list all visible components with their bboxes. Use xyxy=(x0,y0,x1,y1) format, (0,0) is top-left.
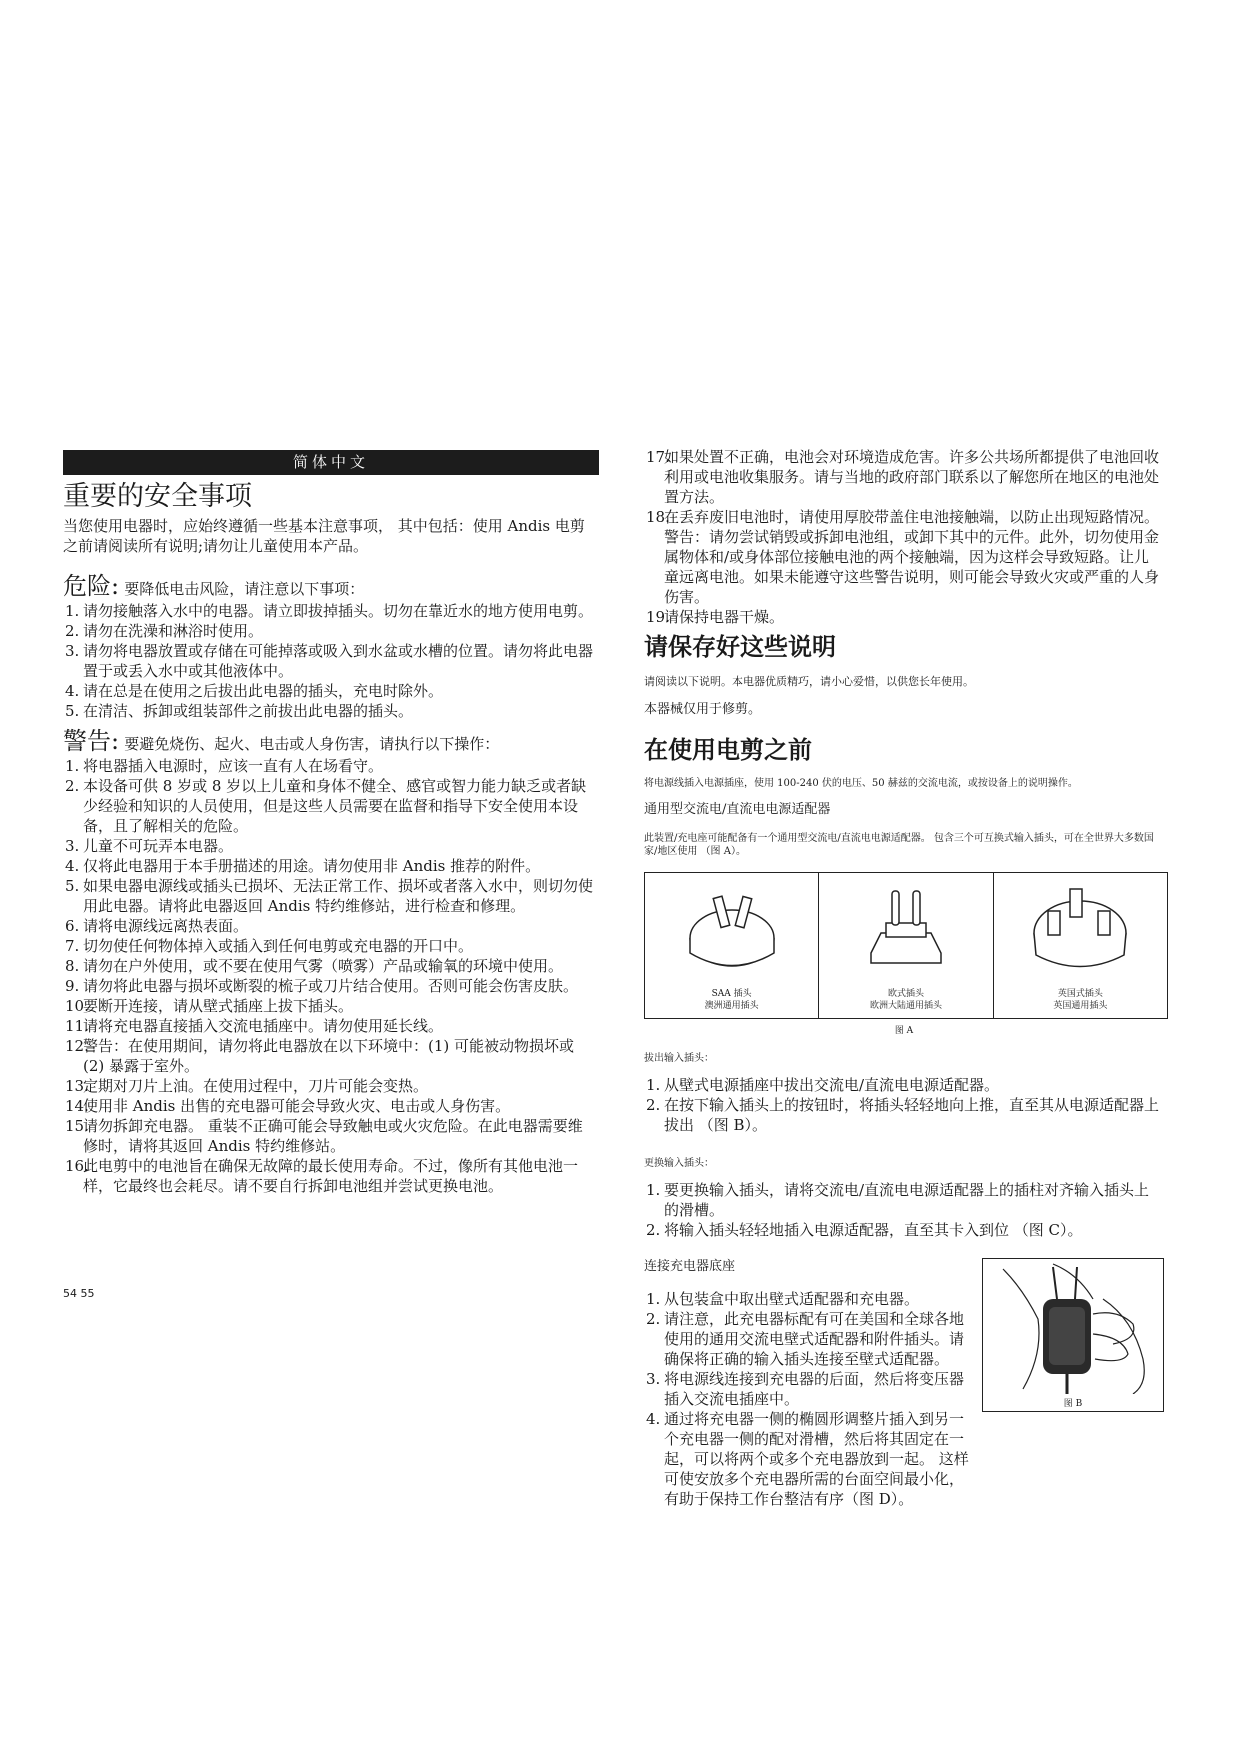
item-text: 请勿将此电器与损坏或断裂的梳子或刀片结合使用。否则可能会伤害皮肤。 xyxy=(83,977,579,995)
item-text: 请将电源线远离热表面。 xyxy=(83,917,249,935)
item-number: 10. xyxy=(65,997,89,1015)
right-column xyxy=(644,447,1164,1508)
list-item xyxy=(63,1096,593,1116)
item-text: 本设备可供 8 岁或 8 岁以上儿童和身体不健全、感官或智力能力缺乏或者缺少经验和知识的人员使用，但是这些人员需要在监督和指导下安全使用本设备，且了解相关的危险。 xyxy=(83,777,587,835)
item-number: 15. xyxy=(65,1117,89,1135)
adapter-text: 此装置/充电座可能配备有一个通用型交流电/直流电电源适配器。 包含三个可互换式输入插头，可在全世界大多数国家/地区使用 （图 A）。 xyxy=(644,833,1154,857)
item-text: 如果处置不正确，电池会对环境造成危害。许多公共场所都提供了电池回收利用或电池收集服务。请与当地的政府部门联系以了解您所在地区的电池处置方法。 xyxy=(664,448,1160,506)
item-text: 儿童不可玩弄本电器。 xyxy=(83,837,234,855)
item-text: 如果电器电源线或插头已损坏、无法正常工作、损坏或者落入水中，则切勿使用此电器。请将此电器返回 Andis 特约维修站，进行检查和修理。 xyxy=(83,877,594,915)
replace-title: 更换输入插头： xyxy=(644,1158,714,1169)
item-number: 6. xyxy=(65,917,80,935)
save-line1: 请阅读以下说明。本电器优质精巧，请小心爱惜，以供您长年使用。 xyxy=(644,675,974,688)
safety-intro: 当您使用电器时，应始终遵循一些基本注意事项， 其中包括：使用 Andis 电剪之前请阅读所有说明;请勿让儿童使用本产品。 xyxy=(63,517,585,555)
warning-lead: 要避免烧伤、起火、电击或人身伤害，请执行以下操作： xyxy=(124,735,500,753)
list-item xyxy=(644,1180,1164,1220)
remove-section xyxy=(644,1052,1164,1135)
connect-list xyxy=(644,1289,974,1509)
list-item xyxy=(63,956,593,976)
item-text: 通过将充电器一侧的椭圆形调整片插入到另一个充电器一侧的配对滑槽，然后将其固定在一起，可以将两个或多个充电器放到一起。 这样可使安放多个充电器所需的台面空间最小化，有助于保持工作台整洁有序（图 D）。 xyxy=(664,1410,969,1508)
item-text: 将电源线连接到充电器的后面，然后将变压器插入交流电插座中。 xyxy=(664,1370,965,1408)
list-item xyxy=(644,1095,1164,1135)
list-item xyxy=(644,507,1164,607)
adapter-title: 通用型交流电/直流电电源适配器 xyxy=(644,802,831,817)
before-line1: 将电源线插入电源插座，使用 100-240 伏的电压、50 赫兹的交流电流，或按设备上的说明操作。 xyxy=(644,778,1078,789)
item-number: 2. xyxy=(646,1096,661,1114)
list-item xyxy=(644,1220,1164,1240)
figure-b xyxy=(982,1258,1164,1412)
item-number: 2. xyxy=(646,1310,661,1328)
list-item xyxy=(644,1369,974,1409)
danger-keyword: 危险: xyxy=(63,572,120,600)
item-number: 3. xyxy=(65,642,80,660)
list-item xyxy=(63,681,593,701)
item-number: 11. xyxy=(65,1017,89,1035)
list-item xyxy=(63,1156,593,1196)
list-item xyxy=(644,607,1164,627)
list-item xyxy=(63,916,593,936)
item-text: 请将充电器直接插入交流电插座中。请勿使用延长线。 xyxy=(83,1017,444,1035)
item-number: 18. xyxy=(646,508,670,526)
figure-a xyxy=(644,872,1168,1019)
list-item xyxy=(644,447,1164,507)
replace-section xyxy=(644,1157,1164,1240)
item-text: 请注意，此充电器标配有可在美国和全球各地使用的通用交流电壁式适配器和附件插头。请确保将正确的输入插头连接至壁式适配器。 xyxy=(664,1310,965,1368)
list-item xyxy=(644,1289,974,1309)
item-text: 从包装盒中取出壁式适配器和充电器。 xyxy=(664,1290,920,1308)
list-item xyxy=(63,621,593,641)
item-text: 将电器插入电源时，应该一直有人在场看守。 xyxy=(83,757,384,775)
item-number: 1. xyxy=(646,1076,661,1094)
uk-plug-cell xyxy=(994,873,1167,1018)
left-column xyxy=(63,450,593,1196)
list-item xyxy=(63,641,593,681)
list-item xyxy=(63,976,593,996)
item-number: 13. xyxy=(65,1077,89,1095)
danger-list xyxy=(63,601,593,721)
item-number: 3. xyxy=(65,837,80,855)
item-text: 在丢弃废旧电池时，请使用厚胶带盖住电池接触端，以防止出现短路情况。警告：请勿尝试销毁或拆卸电池组，或卸下其中的元件。此外，切勿使用金属物体和/或身体部位接触电池的两个接触端，因为这样会导致短路。让儿童远离电池。如果未能遵守这些警告说明，则可能会导致火灾或严重的人身伤害。 xyxy=(664,508,1160,606)
list-item xyxy=(63,601,593,621)
uk-plug-icon xyxy=(1020,883,1140,978)
saa-plug-name: SAA 插头 xyxy=(711,989,752,999)
item-number: 17. xyxy=(646,448,670,466)
item-number: 1. xyxy=(646,1290,661,1308)
list-item xyxy=(63,1076,593,1096)
item-number: 5. xyxy=(65,702,80,720)
item-number: 5. xyxy=(65,877,80,895)
item-number: 7. xyxy=(65,937,80,955)
figure-b-label: 图 B xyxy=(1063,1399,1083,1409)
eu-plug-name: 欧式插头 xyxy=(887,989,924,999)
item-text: 在清洁、拆卸或组装部件之前拔出此电器的插头。 xyxy=(83,702,414,720)
item-text: 要断开连接，请从壁式插座上拔下插头。 xyxy=(83,997,354,1015)
item-number: 1. xyxy=(65,757,80,775)
item-text: 请勿接触落入水中的电器。请立即拔掉插头。切勿在靠近水的地方使用电剪。 xyxy=(83,602,594,620)
warning-list xyxy=(63,756,593,1196)
item-text: 使用非 Andis 出售的充电器可能会导致火灾、电击或人身伤害。 xyxy=(83,1097,511,1115)
item-number: 1. xyxy=(65,602,80,620)
before-title: 在使用电剪之前 xyxy=(644,735,812,764)
item-number: 2. xyxy=(646,1221,661,1239)
eu-plug-icon xyxy=(851,883,961,978)
item-number: 1. xyxy=(646,1181,661,1199)
replace-list xyxy=(644,1180,1164,1240)
item-number: 4. xyxy=(646,1410,661,1428)
item-text: 请勿在洗澡和淋浴时使用。 xyxy=(83,622,264,640)
item-number: 14. xyxy=(65,1097,89,1115)
danger-heading xyxy=(63,566,593,601)
list-item xyxy=(63,1016,593,1036)
eu-plug-cell xyxy=(819,873,993,1018)
saa-plug-desc: 澳洲通用插头 xyxy=(704,1001,759,1011)
item-number: 4. xyxy=(65,682,80,700)
saa-plug-icon xyxy=(677,883,787,973)
continued-warning-list xyxy=(644,447,1164,627)
item-number: 12. xyxy=(65,1037,89,1055)
connect-section xyxy=(644,1258,1164,1508)
item-text: 仅将此电器用于本手册描述的用途。请勿使用非 Andis 推荐的附件。 xyxy=(83,857,541,875)
hand-adapter-illustration xyxy=(983,1259,1163,1394)
save-line2: 本器械仅用于修剪。 xyxy=(644,702,762,717)
connect-title: 连接充电器底座 xyxy=(644,1259,736,1274)
list-item xyxy=(63,776,593,836)
safety-title: 重要的安全事项 xyxy=(63,481,252,512)
item-text: 在按下输入插头上的按钮时，将插头轻轻地向上推，直至其从电源适配器上拔出 （图 B）。 xyxy=(664,1096,1160,1134)
item-text: 请勿在户外使用，或不要在使用气雾（喷雾）产品或输氧的环境中使用。 xyxy=(83,957,564,975)
list-item xyxy=(63,936,593,956)
save-title: 请保存好这些说明 xyxy=(644,632,836,661)
list-item xyxy=(644,1309,974,1369)
warning-keyword: 警告: xyxy=(63,727,120,755)
list-item xyxy=(63,876,593,916)
list-item xyxy=(63,1036,593,1076)
saa-plug-cell xyxy=(645,873,819,1018)
list-item xyxy=(63,701,593,721)
item-text: 警告：在使用期间，请勿将此电器放在以下环境中：(1) 可能被动物损坏或 (2) 暴露于室外。 xyxy=(83,1037,575,1075)
remove-title: 拔出输入插头： xyxy=(644,1053,714,1064)
list-item xyxy=(63,856,593,876)
item-text: 要更换输入插头，请将交流电/直流电电源适配器上的插柱对齐输入插头上的滑槽。 xyxy=(664,1181,1150,1219)
item-text: 请保持电器干燥。 xyxy=(664,608,785,626)
item-number: 8. xyxy=(65,957,80,975)
page-numbers: 54 55 xyxy=(63,1287,95,1300)
item-text: 切勿使任何物体掉入或插入到任何电剪或充电器的开口中。 xyxy=(83,937,474,955)
item-number: 9. xyxy=(65,977,80,995)
item-number: 16. xyxy=(65,1157,89,1175)
list-item xyxy=(644,1075,1164,1095)
language-bar: 简体中文 xyxy=(63,450,599,475)
list-item xyxy=(63,996,593,1016)
list-item xyxy=(63,836,593,856)
list-item xyxy=(63,1116,593,1156)
uk-plug-desc: 英国通用插头 xyxy=(1053,1001,1108,1011)
item-text: 此电剪中的电池旨在确保无故障的最长使用寿命。不过，像所有其他电池一样，它最终也会耗尽。请不要自行拆卸电池组并尝试更换电池。 xyxy=(83,1157,579,1195)
item-number: 19. xyxy=(646,608,670,626)
item-text: 将输入插头轻轻地插入电源适配器，直至其卡入到位 （图 C）。 xyxy=(664,1221,1083,1239)
figure-a-label: 图 A xyxy=(894,1026,914,1036)
item-text: 请勿将电器放置或存储在可能掉落或吸入到水盆或水槽的位置。请勿将此电器置于或丢入水中或其他液体中。 xyxy=(83,642,594,680)
list-item xyxy=(644,1409,974,1509)
item-number: 3. xyxy=(646,1370,661,1388)
warning-heading xyxy=(63,721,593,756)
danger-lead: 要降低电击风险，请注意以下事项： xyxy=(124,580,365,598)
item-number: 2. xyxy=(65,777,80,795)
item-text: 从壁式电源插座中拔出交流电/直流电电源适配器。 xyxy=(664,1076,1000,1094)
remove-list xyxy=(644,1075,1164,1135)
connect-text xyxy=(644,1258,974,1509)
list-item xyxy=(63,756,593,776)
item-text: 请在总是在使用之后拔出此电器的插头，充电时除外。 xyxy=(83,682,444,700)
item-text: 定期对刀片上油。在使用过程中，刀片可能会变热。 xyxy=(83,1077,429,1095)
eu-plug-desc: 欧洲大陆通用插头 xyxy=(869,1001,942,1011)
item-number: 2. xyxy=(65,622,80,640)
item-text: 请勿拆卸充电器。 重装不正确可能会导致触电或火灾危险。在此电器需要维修时，请将其返回 Andis 特约维修站。 xyxy=(83,1117,583,1155)
item-number: 4. xyxy=(65,857,80,875)
uk-plug-name: 英国式插头 xyxy=(1057,989,1103,999)
